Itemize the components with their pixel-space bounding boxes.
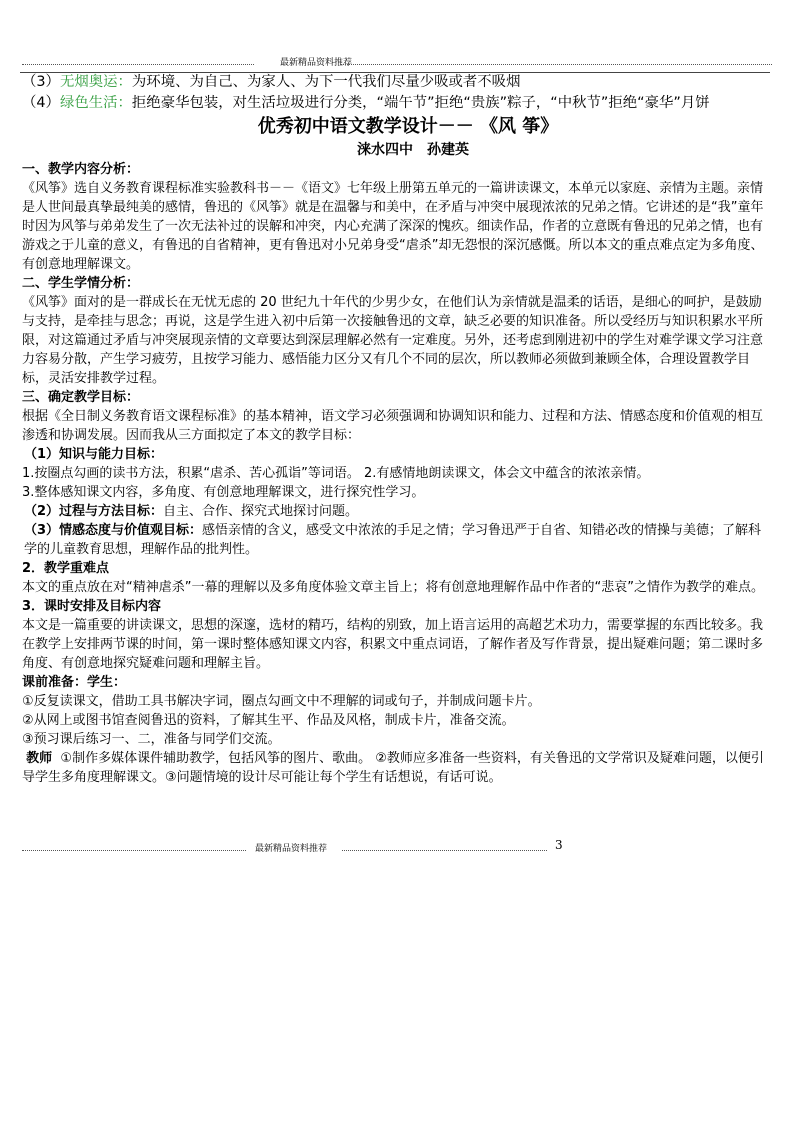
teacher-heading: 教师 bbox=[26, 751, 53, 766]
goal-2-text: 自主、合作、探究式地探讨问题。 bbox=[163, 504, 359, 519]
section-2-body: 《风筝》面对的是一群成长在无忧无虑的 20 世纪九十年代的少男少女，在他们认为亲情就是温柔的话语，是细心的呵护，是鼓励与支持，是牵挂与思念；再说，这是学生进入初中后第一次接触鲁迅的文章，缺乏必要的知识准备。所以受经历与知识积累水平所限，对这篇通过矛盾与冲突展现亲情的文章要达到深层理解必然有一定难度。另外，还考虑到刚进初中的学生对难学课文学习注意力容易分散，产生学习疲劳，且按学习能力、感悟能力区分又有几个不同的层次，所以教师必须做到兼顾全体，合理设置教学目标，灵活安排教学过程。 bbox=[22, 295, 764, 386]
goal-3 bbox=[22, 521, 774, 559]
goal-1-line-b: 3.整体感知课文内容，多角度、有创意地理解课文，进行探究性学习。 bbox=[22, 485, 425, 500]
goal-1-line-a: 1.按圈点勾画的读书方法，积累“虐杀、苦心孤诣”等词语。 2.有感情地朗读课文，体会文中蕴含的浓浓亲情。 bbox=[22, 466, 650, 481]
section-3-heading: 三、确定教学目标： bbox=[22, 390, 140, 405]
teacher-prep bbox=[22, 749, 774, 787]
teacher-text: ①制作多媒体课件辅助教学，包括风筝的图片、歌曲。 ②教师应多准备一些资料，有关鲁迅的文学常识及疑难问题，以便引导学生多角度理解课文。③问题情境的设计尽可能让每个学生有话想说，有话可说。 bbox=[22, 751, 764, 785]
page-footer bbox=[22, 840, 582, 854]
footer-dotted-rule-left bbox=[22, 850, 246, 851]
document-body bbox=[22, 72, 774, 787]
header-dotted-rule-right bbox=[340, 64, 772, 65]
document-title: 优秀初中语文教学设计－－ 《风 筝》 bbox=[257, 116, 559, 137]
prep-heading: 课前准备：学生： bbox=[22, 675, 127, 690]
intro-item-4-number: （4） bbox=[22, 95, 60, 111]
footer-text: 最新精品资料推荐 bbox=[255, 844, 328, 854]
goal-3-heading: （3）情感态度与价值观目标： bbox=[24, 523, 203, 538]
header-text: 最新精品资料推荐 bbox=[280, 58, 353, 68]
section-1-body: 《风筝》选自义务教育课程标准实验教科书－－《语文》七年级上册第五单元的一篇讲读课文，本单元以家庭、亲情为主题。亲情是人世间最真挚最纯美的感情，鲁迅的《风筝》就是在温馨与和美中，在矛盾与冲突中展现浓浓的兄弟之情。它讲述的是“我”童年时因为风筝与弟弟发生了一次无法补过的误解和冲突，内心充满了深深的愧疚。细读作品，作者的立意既有鲁迅的兄弟之情，也有游戏之于儿童的意义，有鲁迅的自省精神，更有鲁迅对小兄弟身受“虐杀”却无怨恨的深沉感慨。所以本文的重点难点定为多角度、有创意地理解课文。 bbox=[22, 181, 764, 272]
intro-item-3-text: 为环境、为自己、为家人、为下一代我们尽量少吸或者不吸烟 bbox=[131, 74, 521, 90]
goal-3-text: 感悟亲情的含义，感受文中浓浓的手足之情；学习鲁迅严于自省、知错必改的情操与美德；了解科学的儿童教育思想，理解作品的批判性。 bbox=[24, 523, 762, 557]
intro-item-3 bbox=[22, 72, 774, 93]
section-2-heading: 二、学生学情分析： bbox=[22, 276, 140, 291]
page-number: 3 bbox=[555, 838, 563, 852]
goal-1-heading: （1）知识与能力目标： bbox=[24, 447, 164, 462]
section-3-body: 根据《全日制义务教育语文课程标准》的基本精神，语文学习必须强调和协调知识和能力、过程和方法、情感态度和价值观的相互渗透和协调发展。因而我从三方面拟定了本文的教学目标： bbox=[22, 409, 764, 443]
intro-item-3-term: 无烟奥运： bbox=[59, 74, 132, 90]
document-author: 涞水四中 孙建英 bbox=[357, 142, 469, 158]
intro-item-3-number: （3） bbox=[22, 74, 60, 90]
prep-item-1: ①反复读课文，借助工具书解决字词，圈点勾画文中不理解的词或句子，并制成问题卡片。 bbox=[22, 694, 541, 709]
page-header bbox=[22, 55, 772, 69]
intro-item-4-text: 拒绝豪华包装，对生活垃圾进行分类，“端午节”拒绝“贵族”粽子，“中秋节”拒绝“豪华”月饼 bbox=[131, 95, 710, 111]
part-3-heading: 3．课时安排及目标内容 bbox=[22, 599, 162, 614]
prep-item-3: ③预习课后练习一、二，准备与同学们交流。 bbox=[22, 732, 281, 747]
header-dotted-rule-left bbox=[22, 64, 254, 65]
part-2-body: 本文的重点放在对“精神虐杀”一幕的理解以及多角度体验文章主旨上；将有创意地理解作品中作者的“悲哀”之情作为教学的难点。 bbox=[22, 580, 764, 595]
intro-item-4 bbox=[22, 93, 774, 114]
part-2-heading: 2．教学重难点 bbox=[22, 561, 110, 576]
goal-2-heading: （2）过程与方法目标： bbox=[24, 504, 164, 519]
goal-2 bbox=[22, 502, 774, 521]
footer-dotted-rule-right bbox=[342, 850, 547, 851]
prep-item-2: ②从网上或图书馆查阅鲁迅的资料，了解其生平、作品及风格，制成卡片，准备交流。 bbox=[22, 713, 515, 728]
section-1-heading: 一、教学内容分析： bbox=[22, 162, 140, 177]
intro-item-4-term: 绿色生活： bbox=[59, 95, 132, 111]
part-3-body: 本文是一篇重要的讲读课文，思想的深邃，选材的精巧，结构的别致，加上语言运用的高超艺术功力，需要掌握的东西比较多。我在教学上安排两节课的时间，第一课时整体感知课文内容，积累文中重点词语，了解作者及写作背景，提出疑难问题；第二课时多角度、有创意地探究疑难问题和理解主旨。 bbox=[22, 618, 764, 671]
